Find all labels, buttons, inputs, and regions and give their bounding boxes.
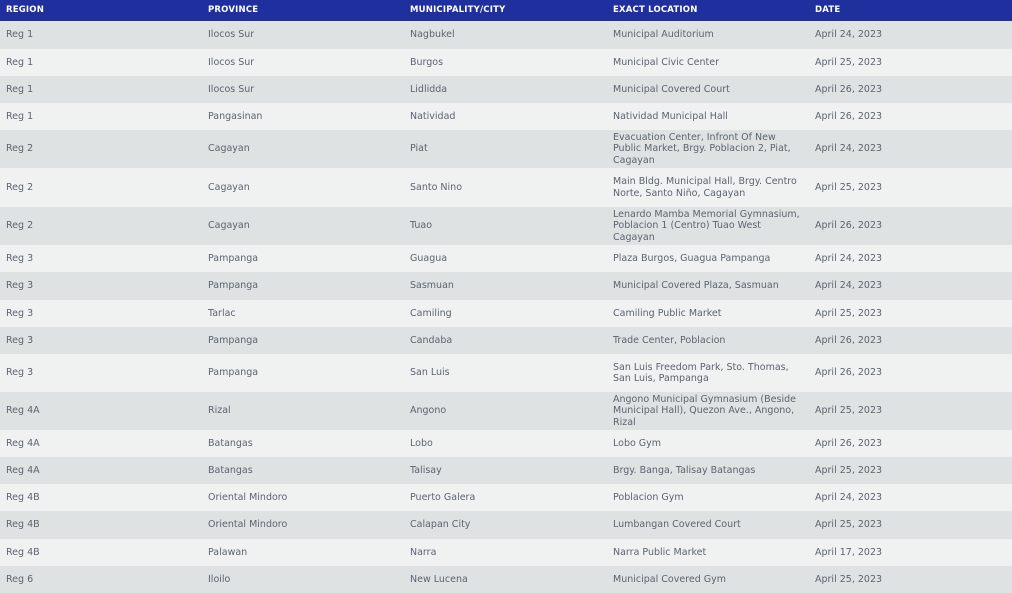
- cell-region: Reg 2: [6, 143, 34, 155]
- cell-region: Reg 4B: [6, 546, 40, 558]
- cell-province: Ilocos Sur: [208, 29, 255, 41]
- cell-date: April 25, 2023: [815, 519, 883, 531]
- cell-province: Cagayan: [208, 220, 250, 232]
- cell-location: Municipal Civic Center: [613, 56, 720, 68]
- cell-region: Reg 4A: [6, 405, 40, 417]
- cell-date: April 24, 2023: [815, 252, 883, 264]
- cell-date: April 25, 2023: [815, 307, 883, 319]
- table-row: [0, 484, 1012, 511]
- cell-municipality: New Lucena: [410, 573, 468, 585]
- cell-location: Lobo Gym: [613, 437, 662, 449]
- cell-region: Reg 4B: [6, 519, 40, 531]
- cell-region: Reg 3: [6, 367, 34, 379]
- cell-location: Narra Public Market: [613, 546, 707, 558]
- cell-municipality: Lobo: [410, 437, 433, 449]
- cell-region: Reg 1: [6, 29, 34, 41]
- cell-province: Pangasinan: [208, 110, 263, 122]
- table-row: [0, 76, 1012, 103]
- table-row: [0, 457, 1012, 484]
- cell-location: Brgy. Banga, Talisay Batangas: [613, 464, 756, 476]
- cell-municipality: Tuao: [410, 220, 433, 232]
- cell-province: Pampanga: [208, 367, 259, 379]
- cell-date: April 24, 2023: [815, 29, 883, 41]
- cell-date: April 24, 2023: [815, 491, 883, 503]
- cell-date: April 26, 2023: [815, 83, 883, 95]
- cell-date: April 26, 2023: [815, 110, 883, 122]
- cell-location: Lenardo Mamba Memorial Gymnasium, Poblacion 1 (Centro) Tuao West Cagayan: [613, 208, 800, 243]
- table-row: [0, 539, 1012, 566]
- cell-date: April 26, 2023: [815, 367, 883, 379]
- cell-region: Reg 3: [6, 307, 34, 319]
- cell-municipality: Guagua: [410, 252, 448, 264]
- cell-location: Lumbangan Covered Court: [613, 519, 741, 531]
- cell-province: Oriental Mindoro: [208, 491, 288, 503]
- cell-location: Poblacion Gym: [613, 491, 684, 503]
- table-row: [0, 511, 1012, 539]
- table-row: [0, 245, 1012, 272]
- table-row: [0, 168, 1012, 207]
- table-row: [0, 392, 1012, 430]
- cell-location: Natividad Municipal Hall: [613, 110, 728, 122]
- cell-date: April 26, 2023: [815, 437, 883, 449]
- cell-province: Pampanga: [208, 280, 259, 292]
- cell-province: Cagayan: [208, 143, 250, 155]
- cell-municipality: Camiling: [410, 307, 452, 319]
- cell-region: Reg 2: [6, 220, 34, 232]
- cell-province: Ilocos Sur: [208, 83, 255, 95]
- cell-region: Reg 4A: [6, 437, 40, 449]
- cell-date: April 25, 2023: [815, 181, 883, 193]
- cell-region: Reg 3: [6, 334, 34, 346]
- table-header-row: [0, 0, 1012, 21]
- table-row: [0, 21, 1012, 49]
- cell-municipality: Talisay: [410, 464, 442, 476]
- table-row: [0, 130, 1012, 168]
- cell-municipality: Santo Nino: [410, 181, 463, 193]
- cell-province: Oriental Mindoro: [208, 519, 288, 531]
- cell-province: Pampanga: [208, 252, 259, 264]
- cell-region: Reg 4A: [6, 464, 40, 476]
- cell-municipality: San Luis: [410, 367, 450, 379]
- table-row: [0, 300, 1012, 327]
- cell-location: Angono Municipal Gymnasium (Beside Municipal Hall), Quezon Ave., Angono, Rizal: [613, 393, 796, 428]
- table-row: [0, 272, 1012, 300]
- table-row: [0, 207, 1012, 245]
- cell-location: Evacuation Center, Infront Of New Public Market, Brgy. Poblacion 2, Piat, Cagayan: [613, 131, 791, 166]
- cell-province: Cagayan: [208, 181, 250, 193]
- cell-municipality: Candaba: [410, 334, 453, 346]
- cell-date: April 25, 2023: [815, 405, 883, 417]
- cell-date: April 26, 2023: [815, 220, 883, 232]
- header-region: REGION: [6, 5, 45, 15]
- cell-location: Plaza Burgos, Guagua Pampanga: [613, 252, 771, 264]
- cell-municipality: Lidlidda: [410, 83, 448, 95]
- cell-region: Reg 3: [6, 280, 34, 292]
- cell-municipality: Nagbukel: [410, 29, 455, 41]
- header-province: PROVINCE: [208, 5, 259, 15]
- cell-region: Reg 1: [6, 83, 34, 95]
- cell-location: Trade Center, Poblacion: [613, 334, 726, 346]
- table-row: [0, 354, 1012, 392]
- cell-province: Iloilo: [208, 573, 231, 585]
- cell-region: Reg 1: [6, 110, 34, 122]
- cell-region: Reg 2: [6, 181, 34, 193]
- header-date: DATE: [815, 5, 841, 15]
- cell-region: Reg 1: [6, 56, 34, 68]
- cell-municipality: Sasmuan: [410, 280, 454, 292]
- cell-date: April 24, 2023: [815, 280, 883, 292]
- table-row: [0, 327, 1012, 354]
- header-exact-location: EXACT LOCATION: [613, 5, 698, 15]
- cell-location: Municipal Covered Gym: [613, 573, 726, 585]
- cell-municipality: Piat: [410, 143, 428, 155]
- cell-municipality: Calapan City: [410, 519, 471, 531]
- cell-location: Camiling Public Market: [613, 307, 722, 319]
- cell-date: April 26, 2023: [815, 334, 883, 346]
- cell-location: Municipal Auditorium: [613, 29, 714, 41]
- cell-date: April 25, 2023: [815, 56, 883, 68]
- cell-location: Municipal Covered Plaza, Sasmuan: [613, 280, 779, 292]
- cell-province: Batangas: [208, 437, 253, 449]
- cell-municipality: Natividad: [410, 110, 456, 122]
- cell-date: April 25, 2023: [815, 573, 883, 585]
- cell-municipality: Angono: [410, 405, 447, 417]
- cell-province: Ilocos Sur: [208, 56, 255, 68]
- cell-region: Reg 4B: [6, 491, 40, 503]
- cell-location: San Luis Freedom Park, Sto. Thomas, San Luis, Pampanga: [613, 361, 789, 384]
- header-municipality: MUNICIPALITY/CITY: [410, 5, 506, 15]
- cell-municipality: Narra: [410, 546, 437, 558]
- table-row: [0, 103, 1012, 130]
- cell-municipality: Burgos: [410, 56, 444, 68]
- cell-province: Tarlac: [208, 307, 236, 319]
- cell-province: Palawan: [208, 546, 248, 558]
- table-row: [0, 566, 1012, 593]
- table-row: [0, 430, 1012, 457]
- cell-province: Batangas: [208, 464, 253, 476]
- cell-date: April 24, 2023: [815, 143, 883, 155]
- cell-date: April 17, 2023: [815, 546, 883, 558]
- cell-region: Reg 6: [6, 573, 34, 585]
- cell-date: April 25, 2023: [815, 464, 883, 476]
- cell-province: Pampanga: [208, 334, 259, 346]
- cell-municipality: Puerto Galera: [410, 491, 476, 503]
- cell-region: Reg 3: [6, 252, 34, 264]
- cell-location: Municipal Covered Court: [613, 83, 730, 95]
- cell-location: Main Bldg. Municipal Hall, Brgy. Centro Norte, Santo Niño, Cagayan: [613, 176, 797, 199]
- cell-province: Rizal: [208, 405, 231, 417]
- table-row: [0, 49, 1012, 76]
